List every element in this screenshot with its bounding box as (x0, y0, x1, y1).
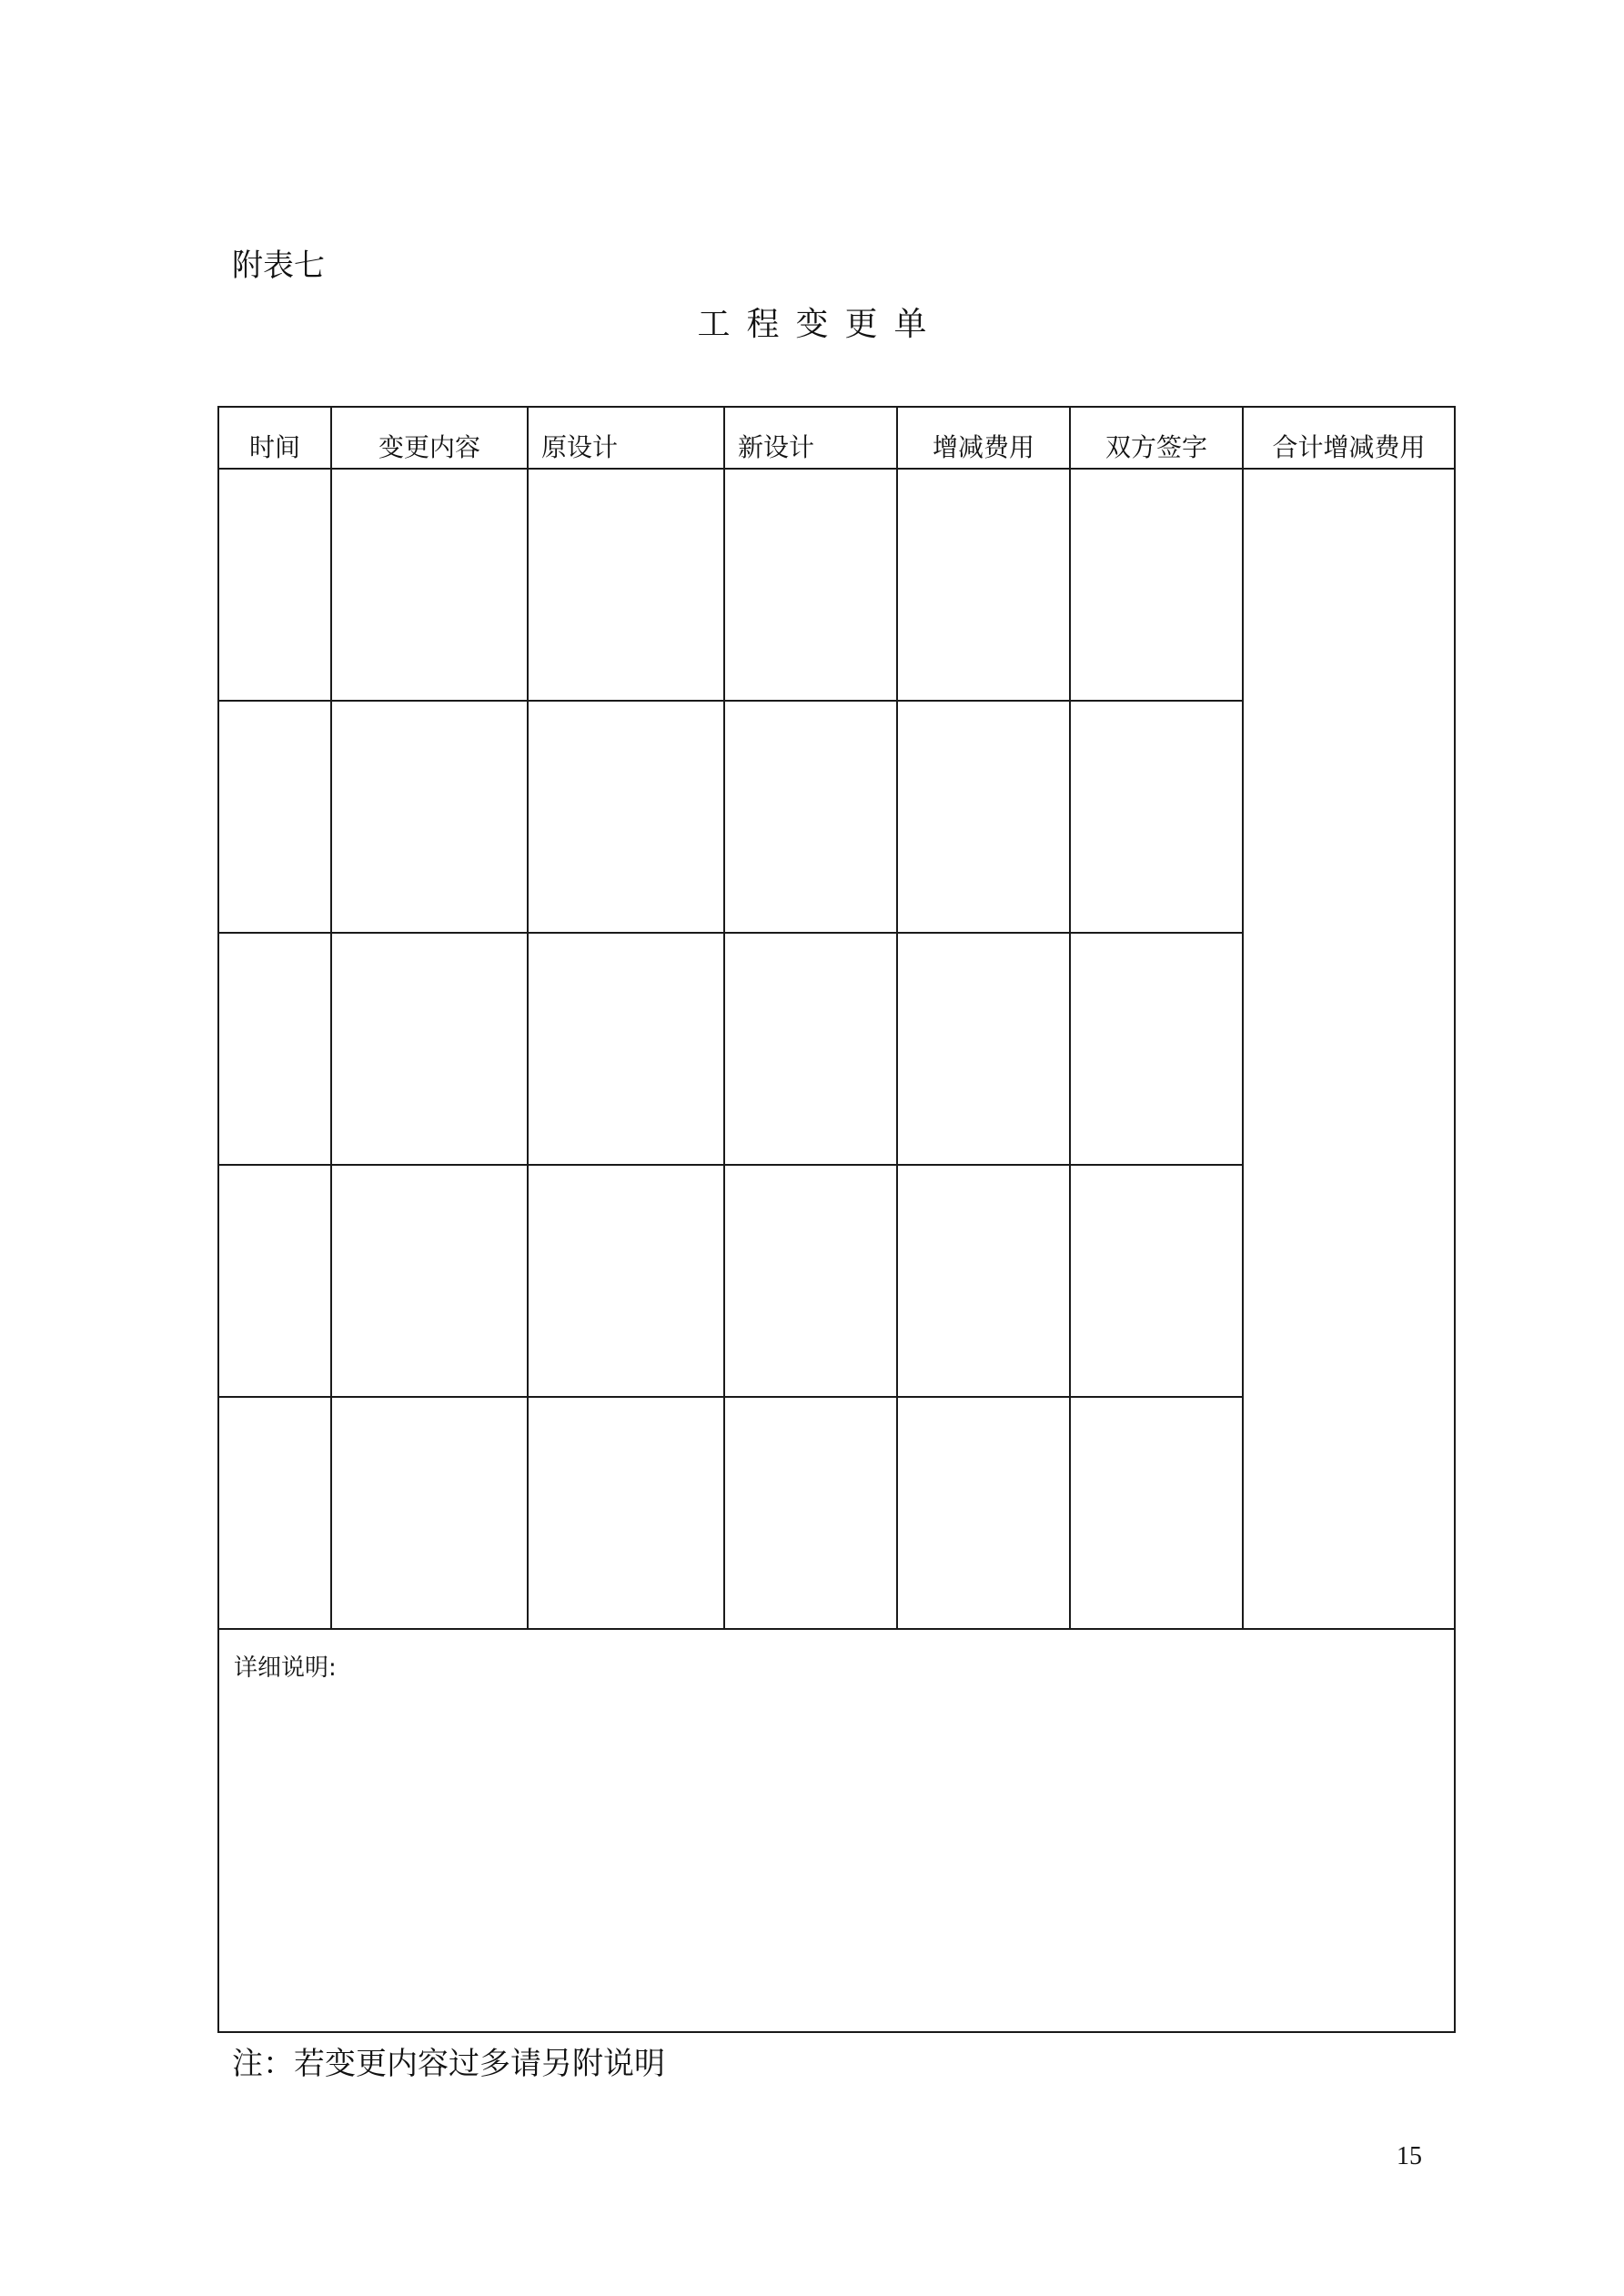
original-design-cell[interactable] (528, 701, 724, 933)
header-total-cost-change: 合计增减费用 (1243, 407, 1455, 469)
original-design-cell[interactable] (528, 933, 724, 1165)
time-cell[interactable] (218, 1397, 331, 1629)
new-design-cell[interactable] (724, 1165, 897, 1397)
appendix-label: 附表七 (232, 248, 325, 284)
footnote: 注：若变更内容过多请另附说明 (232, 2046, 665, 2082)
change-content-cell[interactable] (331, 701, 528, 933)
time-cell[interactable] (218, 1165, 331, 1397)
cost-change-cell[interactable] (897, 1165, 1070, 1397)
time-cell[interactable] (218, 701, 331, 933)
cost-change-cell[interactable] (897, 469, 1070, 701)
header-original-design: 原设计 (528, 407, 724, 469)
signature-cell[interactable] (1070, 469, 1243, 701)
header-cost-change: 增减费用 (897, 407, 1070, 469)
change-content-cell[interactable] (331, 1165, 528, 1397)
signature-cell[interactable] (1070, 933, 1243, 1165)
cost-change-cell[interactable] (897, 1397, 1070, 1629)
new-design-cell[interactable] (724, 701, 897, 933)
header-signatures: 双方签字 (1070, 407, 1243, 469)
detail-cell[interactable] (218, 1629, 1455, 2032)
table-row (218, 469, 1455, 701)
header-time: 时间 (218, 407, 331, 469)
change-content-cell[interactable] (331, 1397, 528, 1629)
detail-row (218, 1629, 1455, 2032)
header-row (218, 407, 1455, 469)
change-content-cell[interactable] (331, 469, 528, 701)
form-title: 工程变更单 (697, 306, 943, 343)
signature-cell[interactable] (1070, 1165, 1243, 1397)
time-cell[interactable] (218, 933, 331, 1165)
header-new-design: 新设计 (724, 407, 897, 469)
new-design-cell[interactable] (724, 933, 897, 1165)
signature-cell[interactable] (1070, 1397, 1243, 1629)
change-content-cell[interactable] (331, 933, 528, 1165)
detail-label: 详细说明: (234, 1654, 337, 1682)
original-design-cell[interactable] (528, 1165, 724, 1397)
total-cost-change-cell[interactable] (1243, 469, 1455, 1629)
time-cell[interactable] (218, 469, 331, 701)
header-change-content: 变更内容 (331, 407, 528, 469)
original-design-cell[interactable] (528, 469, 724, 701)
cost-change-cell[interactable] (897, 933, 1070, 1165)
page-number: 15 (1397, 2142, 1422, 2170)
cost-change-cell[interactable] (897, 701, 1070, 933)
change-order-table (217, 406, 1456, 2033)
new-design-cell[interactable] (724, 469, 897, 701)
new-design-cell[interactable] (724, 1397, 897, 1629)
original-design-cell[interactable] (528, 1397, 724, 1629)
signature-cell[interactable] (1070, 701, 1243, 933)
